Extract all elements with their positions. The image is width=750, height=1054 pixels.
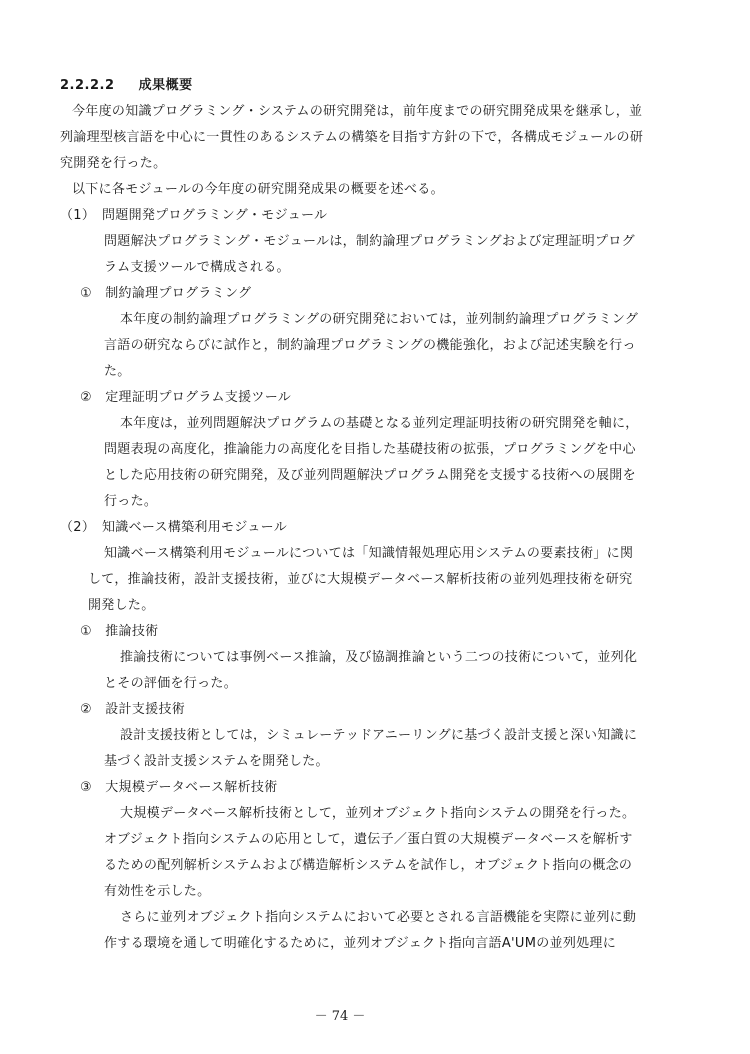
text-line: 言語の研究ならびに試作と，制約論理プログラミングの機能強化，および記述実験を行っ — [104, 338, 636, 353]
text-line: 有効性を示した。 — [104, 884, 211, 899]
text-line: 作する環境を通して明確化するために，並列オブジェクト指向言語A'UMの並列処理に — [104, 936, 617, 951]
text-line: （2） 知識ベース構築利用モジュール — [60, 520, 288, 535]
text-line: ① 推論技術 — [80, 624, 159, 639]
text-line: して，推論技術，設計支援技術，並びに大規模データベース解析技術の並列処理技術を研究 — [88, 572, 633, 587]
text-line: さらに並列オブジェクト指向システムにおいて必要とされる言語機能を実際に並列に動 — [120, 910, 637, 925]
text-line: 本年度の制約論理プログラミングの研究開発においては，並列制約論理プログラミング — [120, 312, 639, 327]
text-line: 推論技術については事例ベース推論，及び協調推論という二つの技術について，並列化 — [120, 650, 638, 665]
text-line: 究開発を行った。 — [60, 156, 167, 171]
text-line: ① 制約論理プログラミング — [80, 286, 252, 301]
text-line: 以下に各モジュールの今年度の研究開発成果の概要を述べる。 — [72, 182, 444, 197]
section-heading — [60, 78, 193, 94]
text-line: ② 設計支援技術 — [80, 702, 186, 717]
text-line: ラム支援ツールで構成される。 — [104, 260, 290, 275]
text-line: 開発した。 — [88, 598, 155, 613]
text-line: 本年度は，並列問題解決プログラムの基礎となる並列定理証明技術の研究開発を軸に， — [120, 416, 639, 431]
text-line: るための配列解析システムおよび構造解析システムを試作し，オブジェクト指向の概念の — [104, 858, 633, 873]
text-line: 大規模データベース解析技術として，並列オブジェクト指向システムの開発を行った。 — [120, 806, 636, 821]
text-line: 今年度の知識プログラミング・システムの研究開発は，前年度までの研究開発成果を継承し，並 — [72, 104, 643, 119]
text-line: （1） 問題開発プログラミング・モジュール — [60, 208, 328, 223]
section-number: 2.2.2.2 — [60, 78, 115, 93]
text-line: 基づく設計支援システムを開発した。 — [104, 754, 329, 769]
text-line: 問題表現の高度化，推論能力の高度化を目指した基礎技術の拡張，プログラミングを中心 — [104, 442, 636, 457]
text-line: 列論理型核言語を中心に一貫性のあるシステムの構築を目指す方針の下で，各構成モジュールの研 — [60, 130, 644, 145]
text-line: ③ 大規模データベース解析技術 — [80, 780, 278, 795]
text-line: 設計支援技術としては，シミュレーテッドアニーリングに基づく設計支援と深い知識に — [120, 728, 638, 743]
text-line: とした応用技術の研究開発，及び並列問題解決プログラム開発を支援する技術への展開を — [104, 468, 636, 483]
section-title: 成果概要 — [138, 78, 193, 93]
text-line: ② 定理証明プログラム支援ツール — [80, 390, 292, 405]
page-number: － 74 － — [314, 1009, 366, 1024]
text-line: 知識ベース構築利用モジュールについては「知識情報処理応用システムの要素技術」に関 — [104, 546, 634, 561]
text-line: た。 — [104, 364, 131, 379]
text-line: 問題解決プログラミング・モジュールは，制約論理プログラミングおよび定理証明プログ — [104, 234, 635, 249]
text-line: 行った。 — [104, 494, 158, 509]
text-line: とその評価を行った。 — [104, 676, 238, 691]
text-line: オブジェクト指向システムの応用として，遺伝子／蛋白質の大規模データベースを解析す — [104, 832, 633, 847]
